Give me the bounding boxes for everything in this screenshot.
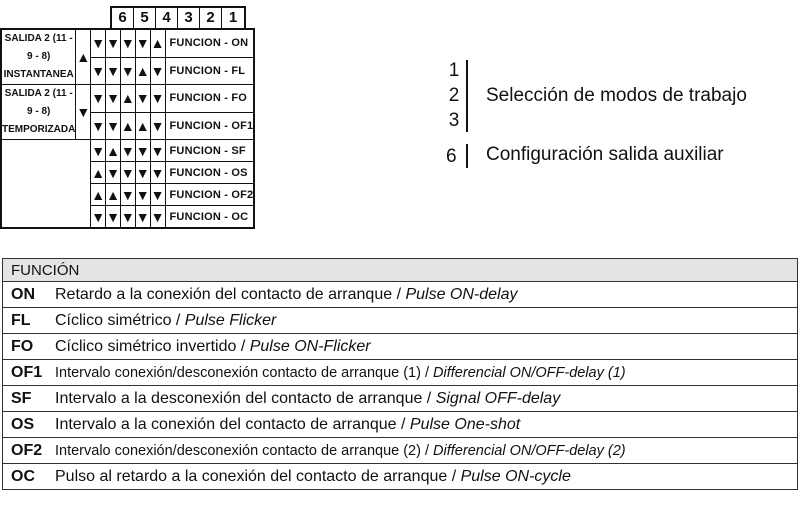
switch-arrow: ▲ [135,57,150,84]
switch-arrow: ▼ [150,112,165,140]
switch-arrow: ▼ [106,85,121,113]
switch-arrow: ▼ [120,57,135,84]
function-description: Intervalo a la conexión del contacto de arranque / [55,415,410,433]
salida-label [1,85,76,140]
switch-arrow: ▼ [135,29,150,57]
switch-arrow: ▼ [135,85,150,113]
function-row [3,386,798,412]
mode-number: 1 [448,60,460,81]
function-row [3,308,798,334]
switch-arrow: ▼ [106,29,121,57]
dip-function-label: FUNCION - FO [165,85,254,113]
function-english-name: Differencial ON/OFF-delay (1) [433,364,626,381]
switch6-arrow: ▲ [76,29,91,85]
function-row [3,360,798,386]
switch-arrow: ▼ [135,140,150,162]
switch-number: 2 [200,8,222,28]
switch-arrow: ▼ [135,162,150,184]
function-code: OF2 [11,441,43,459]
functions-header: FUNCIÓN [3,259,798,282]
function-description: Intervalo conexión/desconexión contacto de arranque (1) / [55,364,434,381]
dip-function-label: FUNCION - FL [165,57,254,84]
switch-arrow: ▼ [106,112,121,140]
dip-row [1,85,254,113]
function-description: Intervalo conexión/desconexión contacto de arranque (2) / [55,442,434,459]
blank-cell [1,140,91,229]
switch-arrow: ▲ [91,184,106,206]
switch-arrow: ▼ [91,140,106,162]
function-row [3,282,798,308]
salida-line2: TEMPORIZADA [2,124,76,135]
salida-line1: SALIDA 2 (11 - 9 - 8) [4,88,73,117]
dip-function-label: FUNCION - OS [165,162,254,184]
function-english-name: Signal OFF-delay [435,389,561,407]
function-english-name: Pulse One-shot [409,415,521,433]
salida-label [1,29,76,85]
bracket-line [466,144,468,168]
function-code: ON [11,285,35,303]
switch-arrow: ▲ [120,85,135,113]
switch-arrow: ▼ [135,184,150,206]
dip-function-label: FUNCION - SF [165,140,254,162]
dip-function-label: FUNCION - ON [165,29,254,57]
switch-arrow: ▲ [135,112,150,140]
switch-arrow: ▼ [150,162,165,184]
function-row [3,464,798,490]
switch-number: 6 [112,8,134,28]
switch-arrow: ▲ [150,29,165,57]
switch-arrow: ▲ [91,162,106,184]
switch-arrow: ▼ [120,162,135,184]
mode-label: Selección de modos de trabajo [486,85,747,106]
switch-arrow: ▼ [91,57,106,84]
switch-number: 5 [134,8,156,28]
switch-arrow: ▲ [106,184,121,206]
dip-function-label: FUNCION - OF2 [165,184,254,206]
function-description: Cíclico simétrico / [55,311,185,329]
function-cell [3,464,798,490]
dip-row [1,29,254,57]
switch-arrow: ▼ [150,206,165,229]
switch-arrow: ▼ [91,206,106,229]
function-english-name: Differencial ON/OFF-delay (2) [433,442,626,459]
aux-number: 6 [446,146,457,167]
switch-arrow: ▼ [150,140,165,162]
switch-arrow: ▼ [150,184,165,206]
switch6-arrow: ▼ [76,85,91,140]
switch-arrow: ▲ [106,140,121,162]
mode-switch-numbers [444,58,464,133]
switch-arrow: ▼ [91,112,106,140]
switch-number: 3 [178,8,200,28]
switch-arrow: ▼ [120,140,135,162]
function-code: OC [11,467,35,485]
switch-arrow: ▼ [106,206,121,229]
switch-arrow: ▼ [150,57,165,84]
functions-header-row [3,259,798,282]
switch-number: 4 [156,8,178,28]
function-description: Retardo a la conexión del contacto de arranque / [55,285,406,303]
dip-switch-grid [0,28,255,229]
switch-arrow: ▼ [135,206,150,229]
function-description: Cíclico simétrico invertido / [55,337,250,355]
function-cell [3,308,798,334]
mode-number: 2 [448,85,460,106]
function-code: OS [11,415,35,433]
switch-arrow: ▼ [91,85,106,113]
salida-line2: INSTANTANEA [3,69,74,80]
function-cell [3,386,798,412]
switch-arrow: ▼ [106,162,121,184]
function-english-name: Pulse ON-cycle [460,467,571,485]
salida-line1: SALIDA 2 (11 - 9 - 8) [4,33,73,62]
dip-function-label: FUNCION - OC [165,206,254,229]
function-cell [3,360,798,386]
function-cell [3,334,798,360]
function-row [3,412,798,438]
function-cell [3,282,798,308]
function-row [3,334,798,360]
aux-label: Configuración salida auxiliar [486,144,724,165]
switch-arrow: ▼ [120,206,135,229]
mode-number: 3 [448,110,460,131]
switch-number: 1 [228,9,238,26]
function-cell [3,438,798,464]
function-code: FL [11,311,31,329]
bracket-line [466,60,468,132]
function-cell [3,412,798,438]
function-english-name: Pulse Flicker [184,311,277,329]
switch-arrow: ▼ [106,57,121,84]
function-english-name: Pulse ON-Flicker [249,337,371,355]
function-code: OF1 [11,363,43,381]
switch-number-header [110,6,246,28]
function-english-name: Pulse ON-delay [405,285,518,303]
dip-function-label: FUNCION - OF1 [165,112,254,140]
switch-arrow: ▼ [120,184,135,206]
switch-arrow: ▼ [150,85,165,113]
functions-table [2,258,798,490]
switch-arrow: ▼ [120,29,135,57]
function-description: Intervalo a la desconexión del contacto de arranque / [55,389,436,407]
function-code: SF [11,389,32,407]
switch-arrow: ▼ [91,29,106,57]
function-row [3,438,798,464]
dip-row [1,140,254,162]
switch-arrow: ▲ [120,112,135,140]
function-code: FO [11,337,34,355]
function-description: Pulso al retardo a la conexión del contacto de arranque / [55,467,461,485]
